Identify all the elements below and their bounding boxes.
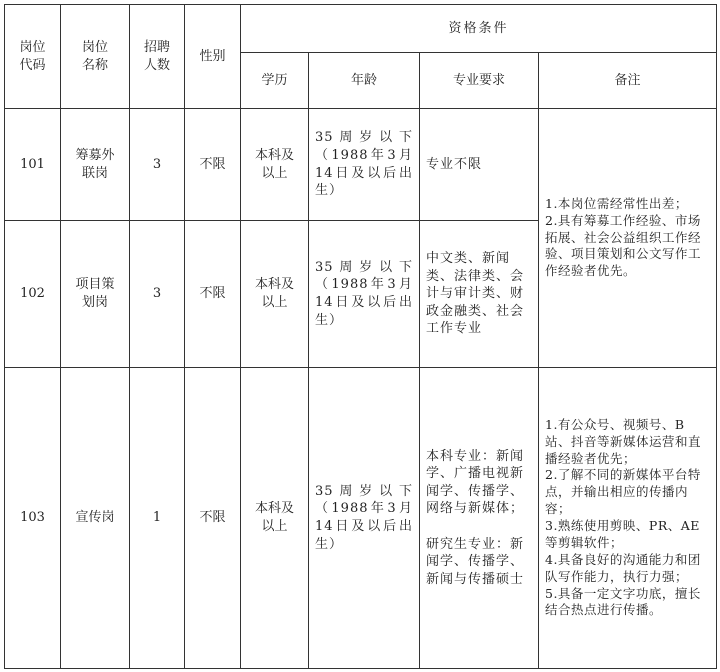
cell-gender: 不限 <box>185 109 241 221</box>
cell-major: 专业不限 <box>420 109 539 221</box>
header-education: 学历 <box>241 53 309 109</box>
cell-count: 3 <box>130 221 185 368</box>
table-row <box>5 109 717 221</box>
cell-major: 本科专业：新闻学、广播电视新闻学、传播学、网络与新媒体； 研究生专业：新闻学、传播学、新闻与传播硕士 <box>420 368 539 669</box>
header-notes: 备注 <box>539 53 717 109</box>
cell-age: 35周岁以下（1988年3月14日及以后出生） <box>309 109 420 221</box>
cell-name: 筹募外 联岗 <box>61 109 130 221</box>
header-name: 岗位 名称 <box>61 5 130 109</box>
cell-count: 3 <box>130 109 185 221</box>
cell-count: 1 <box>130 368 185 669</box>
cell-code: 101 <box>5 109 61 221</box>
cell-education: 本科及 以上 <box>241 109 309 221</box>
header-code: 岗位 代码 <box>5 5 61 109</box>
recruitment-table <box>4 4 717 669</box>
header-age: 年龄 <box>309 53 420 109</box>
cell-notes-shared: 1.本岗位需经常性出差； 2.具有筹募工作经验、市场拓展、社会公益组织工作经验、项目策划和公文写作工作经验者优先。 <box>539 109 717 368</box>
cell-gender: 不限 <box>185 368 241 669</box>
cell-major: 中文类、新闻类、法律类、会计与审计类、财政金融类、社会工作专业 <box>420 221 539 368</box>
cell-gender: 不限 <box>185 221 241 368</box>
cell-name: 项目策 划岗 <box>61 221 130 368</box>
header-row-1 <box>5 5 717 53</box>
cell-education: 本科及 以上 <box>241 221 309 368</box>
header-gender: 性别 <box>185 5 241 109</box>
cell-code: 103 <box>5 368 61 669</box>
cell-age: 35周岁以下（1988年3月14日及以后出生） <box>309 368 420 669</box>
cell-education: 本科及 以上 <box>241 368 309 669</box>
header-major: 专业要求 <box>420 53 539 109</box>
table-row <box>5 368 717 669</box>
cell-age: 35周岁以下（1988年3月14日及以后出生） <box>309 221 420 368</box>
header-qualifications: 资格条件 <box>241 5 717 53</box>
cell-notes: 1.有公众号、视频号、B站、抖音等新媒体运营和直播经验者优先； 2.了解不同的新媒体平台特点，并输出相应的传播内容； 3.熟练使用剪映、PR、AE等剪辑软件； 4.具备良好的沟通能力和团队写作能力，执行力强； 5.具备一定文字功底，擅长结合热点进行传播。 <box>539 368 717 669</box>
cell-name: 宣传岗 <box>61 368 130 669</box>
cell-code: 102 <box>5 221 61 368</box>
header-count: 招聘 人数 <box>130 5 185 109</box>
